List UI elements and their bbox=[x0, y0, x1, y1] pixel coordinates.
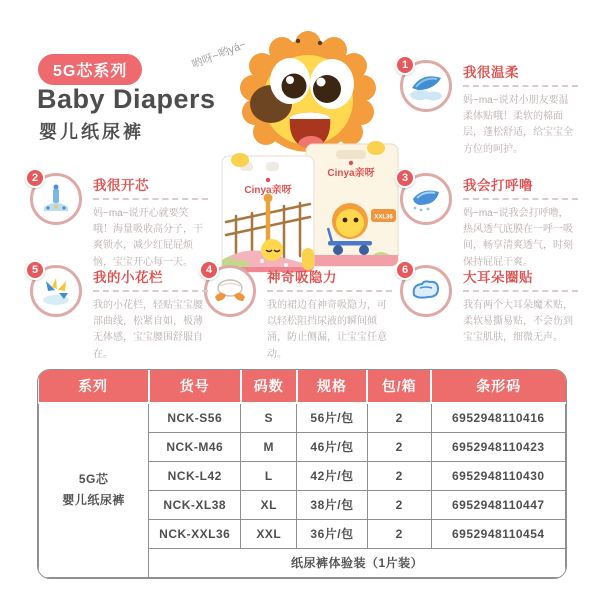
feature-icon-wrap bbox=[400, 173, 454, 227]
sku-cell: NCK-M46 bbox=[149, 432, 241, 461]
table-row bbox=[39, 403, 566, 432]
feature-number-badge: 3 bbox=[395, 168, 415, 188]
feature-number-badge: 5 bbox=[25, 260, 45, 280]
mascot-speech-text: 哟呀~哟yá~ bbox=[190, 38, 248, 72]
col-header-series: 系列 bbox=[39, 370, 149, 403]
feature-number-badge: 2 bbox=[25, 168, 45, 188]
dashed-divider bbox=[93, 290, 208, 292]
packs-cell: 2 bbox=[367, 432, 431, 461]
size-cell: XXL bbox=[241, 519, 297, 548]
feature-icon-wrap bbox=[400, 60, 454, 114]
barcode-cell: 6952948110454 bbox=[431, 519, 565, 548]
col-header-sku: 货号 bbox=[149, 370, 241, 403]
sku-cell: NCK-XXL36 bbox=[149, 519, 241, 548]
feature-absorbent-core bbox=[30, 173, 208, 271]
sku-cell: NCK-S56 bbox=[149, 403, 241, 432]
packs-cell: 2 bbox=[367, 461, 431, 490]
feature-icon-wrap bbox=[204, 265, 258, 319]
barcode-cell: 6952948110416 bbox=[431, 403, 565, 432]
feature-title: 我会打呼噜 bbox=[463, 178, 533, 193]
sku-cell: NCK-XL38 bbox=[149, 490, 241, 519]
feature-body: 妈~ma~说对小朋友要温柔体贴哦！柔软的棉面层，蓬松舒适，给宝宝全方位的呵护。 bbox=[463, 95, 573, 155]
packs-cell: 2 bbox=[367, 519, 431, 548]
feature-body: 妈~ma~说开心就要笑哦！海量吸收高分子，干爽锁水，减少红屁屁烦恼，宝宝开心每一天。 bbox=[93, 208, 203, 268]
size-cell: M bbox=[241, 432, 297, 461]
feature-number-badge: 6 bbox=[395, 260, 415, 280]
packs-cell: 2 bbox=[367, 490, 431, 519]
table-header-row bbox=[39, 370, 566, 403]
col-header-size: 码数 bbox=[241, 370, 297, 403]
feature-title: 我很开芯 bbox=[93, 178, 149, 193]
spec-cell: 36片/包 bbox=[297, 519, 368, 548]
spec-cell: 46片/包 bbox=[297, 432, 368, 461]
sku-cell: NCK-L42 bbox=[149, 461, 241, 490]
feature-gentle bbox=[400, 60, 578, 158]
feature-title: 我很温柔 bbox=[463, 65, 519, 80]
size-cell: XL bbox=[241, 490, 297, 519]
brand-logo-right: Cinya亲呀 bbox=[327, 168, 375, 179]
barcode-cell: 6952948110423 bbox=[431, 432, 565, 461]
feature-title: 我的小花栏 bbox=[93, 270, 163, 285]
trial-pack-cell: 纸尿裤体验装（1片装） bbox=[149, 548, 566, 577]
page-subtitle: 婴儿纸尿裤 bbox=[39, 122, 144, 142]
series-line1: 5G芯 bbox=[78, 471, 109, 486]
packs-cell: 2 bbox=[367, 403, 431, 432]
spec-table bbox=[37, 369, 567, 579]
col-header-spec: 规格 bbox=[297, 370, 368, 403]
feature-leak-barrier bbox=[204, 265, 392, 363]
feature-magic-tape bbox=[400, 265, 578, 347]
size-cell: L bbox=[241, 461, 297, 490]
page-title: Baby Diapers bbox=[37, 84, 216, 114]
dashed-divider bbox=[463, 198, 578, 200]
feature-body: 我的裙边有神奇吸隐力，可以轻松阻挡尿液的瞬间倾涌，防止侧漏，让宝宝任意动。 bbox=[267, 300, 387, 360]
feature-icon-wrap bbox=[400, 265, 454, 319]
feature-title: 大耳朵圈贴 bbox=[463, 270, 533, 285]
dashed-divider bbox=[93, 198, 208, 200]
col-header-packs: 包/箱 bbox=[367, 370, 431, 403]
feature-body: 我的小花栏，轻贴宝宝腰部曲线，松紧自如，极薄无体感，宝宝腰围舒服自在。 bbox=[93, 300, 203, 360]
dashed-divider bbox=[463, 290, 578, 292]
feature-number-badge: 1 bbox=[395, 55, 415, 75]
feature-number-badge: 4 bbox=[199, 260, 219, 280]
barcode-cell: 6952948110447 bbox=[431, 490, 565, 519]
spec-cell: 56片/包 bbox=[297, 403, 368, 432]
dashed-divider bbox=[267, 290, 392, 292]
diaper-package-left bbox=[221, 156, 314, 278]
series-badge: 5G芯系列 bbox=[38, 54, 142, 85]
feature-icon-wrap bbox=[30, 173, 84, 227]
feature-waistband bbox=[30, 265, 208, 363]
feature-body: 我有两个大耳朵魔术贴，柔软易撕易贴，不会伤到宝宝肌肤，细微无声。 bbox=[463, 300, 573, 344]
feature-body: 妈~ma~说我会打呼噜，热风透气底膜在一呼一吸间，畅享清爽透气，时刻保持屁屁干爽。 bbox=[463, 208, 573, 268]
feature-breathable bbox=[400, 173, 578, 271]
diaper-package-right bbox=[306, 144, 400, 266]
series-line2: 婴儿纸尿裤 bbox=[62, 493, 125, 508]
feature-title: 神奇吸隐力 bbox=[267, 270, 337, 285]
dashed-divider bbox=[463, 85, 578, 87]
col-header-barcode: 条形码 bbox=[431, 370, 565, 403]
package-size-badge: XXL36 bbox=[374, 214, 393, 221]
spec-cell: 38片/包 bbox=[297, 490, 368, 519]
lion-mascot-illustration bbox=[210, 14, 405, 279]
barcode-cell: 6952948110430 bbox=[431, 461, 565, 490]
spec-cell: 42片/包 bbox=[297, 461, 368, 490]
series-cell bbox=[39, 403, 149, 577]
feature-icon-wrap bbox=[30, 265, 84, 319]
brand-logo-left: Cinya亲呀 bbox=[244, 185, 292, 196]
size-cell: S bbox=[241, 403, 297, 432]
